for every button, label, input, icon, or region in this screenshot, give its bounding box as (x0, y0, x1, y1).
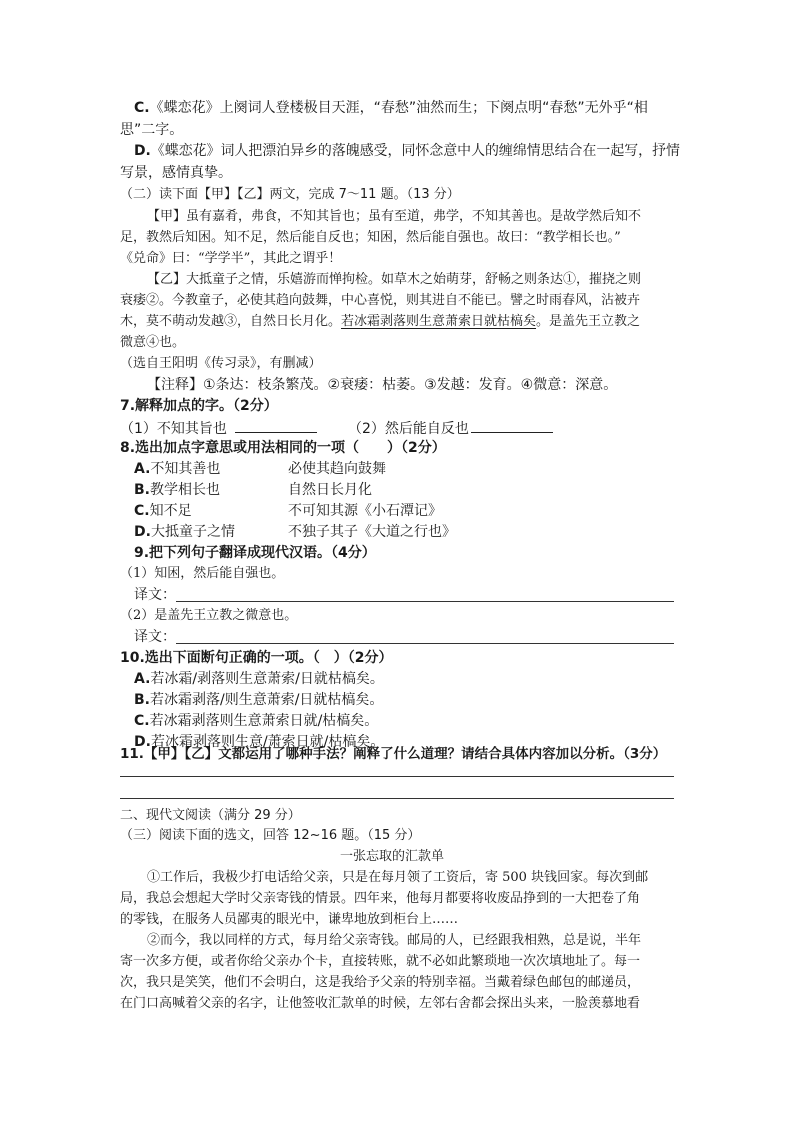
q8-option-c-left: 知不足 (149, 503, 192, 519)
q10-option-d-text: 若冰霜剥落则生意/萧索日就/枯槁矣。 (150, 734, 385, 750)
q10-option-b-label: B. (134, 692, 150, 708)
q11-title: 11.【甲】【乙】文都运用了哪种手法？阐释了什么道理？请结合具体内容加以分析。（3分） (120, 746, 667, 762)
q10-option-a-text: 若冰霜/剥落则生意萧索/日就枯槁矣。 (150, 671, 384, 687)
q7-answer-blank-1[interactable] (235, 417, 317, 433)
q10-option-c-text: 若冰霜剥落则生意萧索日就/枯槁矣。 (149, 713, 379, 729)
q7-answer-blank-2[interactable] (471, 417, 553, 433)
notes: 【注释】①条达：枝条繁茂。②衰痿：枯萎。③发越：发育。④微意：深意。 (147, 377, 618, 393)
yi-line-3-b: 。是盖先王立教之 (536, 314, 641, 329)
q9-answer-line-1[interactable] (176, 601, 674, 602)
q7-item-1-text: （1）不知其旨也 (120, 421, 227, 437)
article-p2-line-3: 次，我只是笑笑，他们不会明白，这是我给予父亲的特别幸福。当戴着绿色邮包的邮递员， (120, 975, 641, 990)
jia-line-1: 【甲】虽有嘉肴，弗食，不知其旨也；虽有至道，弗学，不知其善也。是故学然后知不 (147, 209, 642, 224)
q9-sentence-1: （1）知困，然后能自强也。 (120, 566, 285, 581)
q10-option-a (134, 669, 384, 689)
yi-underlined-sentence: 若冰霜剥落则生意萧索日就枯槁矣 (341, 314, 537, 329)
option-d-line-1 (134, 141, 680, 161)
yi-line-1: 【乙】大抵童子之情，乐嬉游而惮拘检。如草木之始萌芽，舒畅之则条达①，摧挠之则 (147, 272, 642, 287)
q10-option-b (134, 690, 383, 710)
q8-option-d-label: D. (134, 524, 151, 540)
q10-option-d-label: D. (134, 734, 151, 750)
jia-line-2: 足，教然后知困。知不足，然后能自反也；知困，然后能自强也。故曰：“教学相长也。” (120, 230, 621, 245)
q8-option-c-label: C. (134, 503, 150, 519)
section-3-header: （三）阅读下面的选文，回答 12~16 题。（15 分） (120, 828, 421, 843)
q9-answer-label-1: 译文： (134, 587, 176, 603)
q8-option-b-label: B. (134, 482, 150, 498)
option-c-line-1 (134, 98, 648, 118)
part-2-header: 二、现代文阅读（满分 29 分） (120, 808, 301, 823)
q10-option-b-text: 若冰霜剥落/则生意萧索/日就枯槁矣。 (150, 692, 384, 708)
q10-option-c-label: C. (134, 713, 150, 729)
option-d-text-1: 《蝶恋花》词人把漂泊异乡的落魄感受，同怀念意中人的缠绵情思结合在一起写，抒情 (150, 143, 680, 159)
option-d-label: D. (134, 143, 151, 159)
q10-option-a-label: A. (134, 671, 151, 687)
q8-option-d-left: 大抵童子之情 (150, 524, 235, 540)
yi-line-2: 衰痿②。今教童子，必使其趋向鼓舞，中心喜悦，则其进自不能已。譬之时雨春风，沾被卉 (120, 293, 641, 308)
q9-sentence-2: （2）是盖先王立教之微意也。 (120, 608, 298, 623)
yi-line-3-a: 木，莫不萌动发越③，自然日长月化。 (120, 314, 342, 329)
q10-title: 10.选出下面断句正确的一项。（ ）（2分） (120, 650, 393, 666)
q8-option-c-right: 不可知其源《小石潭记》 (288, 503, 442, 519)
article-p2-line-2: 寄一次多方便，或者你给父亲办个卡，直接转账，就不必如此繁琐地一次次填地址了。每一 (120, 954, 641, 969)
q8-option-a (134, 459, 220, 479)
q7-title: 7.解释加点的字。（2分） (120, 398, 278, 414)
yi-line-3 (120, 312, 640, 332)
article-p1-line-1: ①工作后，我极少打电话给父亲，只是在每月领了工资后，寄 500 块钱回家。每次到邮 (147, 870, 649, 885)
article-p1-line-3: 的零钱，在服务人员鄙夷的眼光中，谦卑地放到柜台上…… (120, 912, 459, 927)
option-d-line-2: 写景，感情真挚。 (120, 165, 232, 181)
q8-option-b-right: 自然日长月化 (288, 482, 372, 498)
q9-answer-label-2: 译文： (134, 629, 176, 645)
q7-item-2 (348, 417, 553, 439)
option-c-label: C. (134, 100, 150, 116)
q11-answer-line-2[interactable] (120, 798, 674, 799)
option-c-text-1: 《蝶恋花》上阕词人登楼极目天涯，“春愁”油然而生；下阕点明“春愁”无外乎“相 (149, 100, 648, 116)
q8-option-b-left: 教学相长也 (150, 482, 220, 498)
article-p1-line-2: 局，我总会想起大学时父亲寄钱的情景。四年来，他每月都要将收废品挣到的一大把卷了角 (120, 891, 641, 906)
q8-option-a-right: 必使其趋向鼓舞 (288, 461, 386, 477)
jia-line-3: 《兑命》曰：“学学半”，其此之谓乎！ (120, 251, 342, 266)
q11-answer-line-1[interactable] (120, 776, 674, 777)
q8-option-d-right: 不独子其子《大道之行也》 (288, 524, 456, 540)
q7-item-1 (120, 417, 317, 439)
option-c-line-2: 思”二字。 (120, 122, 184, 138)
q9-answer-line-2[interactable] (176, 643, 674, 644)
q10-option-c (134, 711, 378, 731)
q8-option-b (134, 480, 220, 500)
article-p2-line-4: 在门口高喊着父亲的名字，让他签收汇款单的时候，左邻右舍都会探出头来，一脸羡慕地看 (120, 996, 641, 1011)
q8-option-c (134, 501, 192, 521)
q8-option-d (134, 522, 235, 542)
q9-title: 9.把下列句子翻译成现代汉语。（4分） (134, 545, 376, 561)
source-citation: （选自王阳明《传习录》，有删减） (120, 356, 322, 371)
q8-option-a-left: 不知其善也 (150, 461, 221, 477)
q7-item-2-text: （2）然后能自反也 (348, 421, 469, 437)
article-title: 一张忘取的汇款单 (340, 849, 445, 864)
article-p2-line-1: ②而今，我以同样的方式，每月给父亲寄钱。邮局的人，已经跟我相熟，总是说，半年 (147, 933, 642, 948)
q8-option-a-label: A. (134, 461, 151, 477)
yi-line-4: 微意④也。 (120, 335, 186, 350)
section-2-header: （二）读下面【甲】【乙】两文，完成 7～11 题。（13 分） (120, 187, 460, 202)
q8-title: 8.选出加点字意思或用法相同的一项（ ）（2分） (120, 440, 446, 456)
